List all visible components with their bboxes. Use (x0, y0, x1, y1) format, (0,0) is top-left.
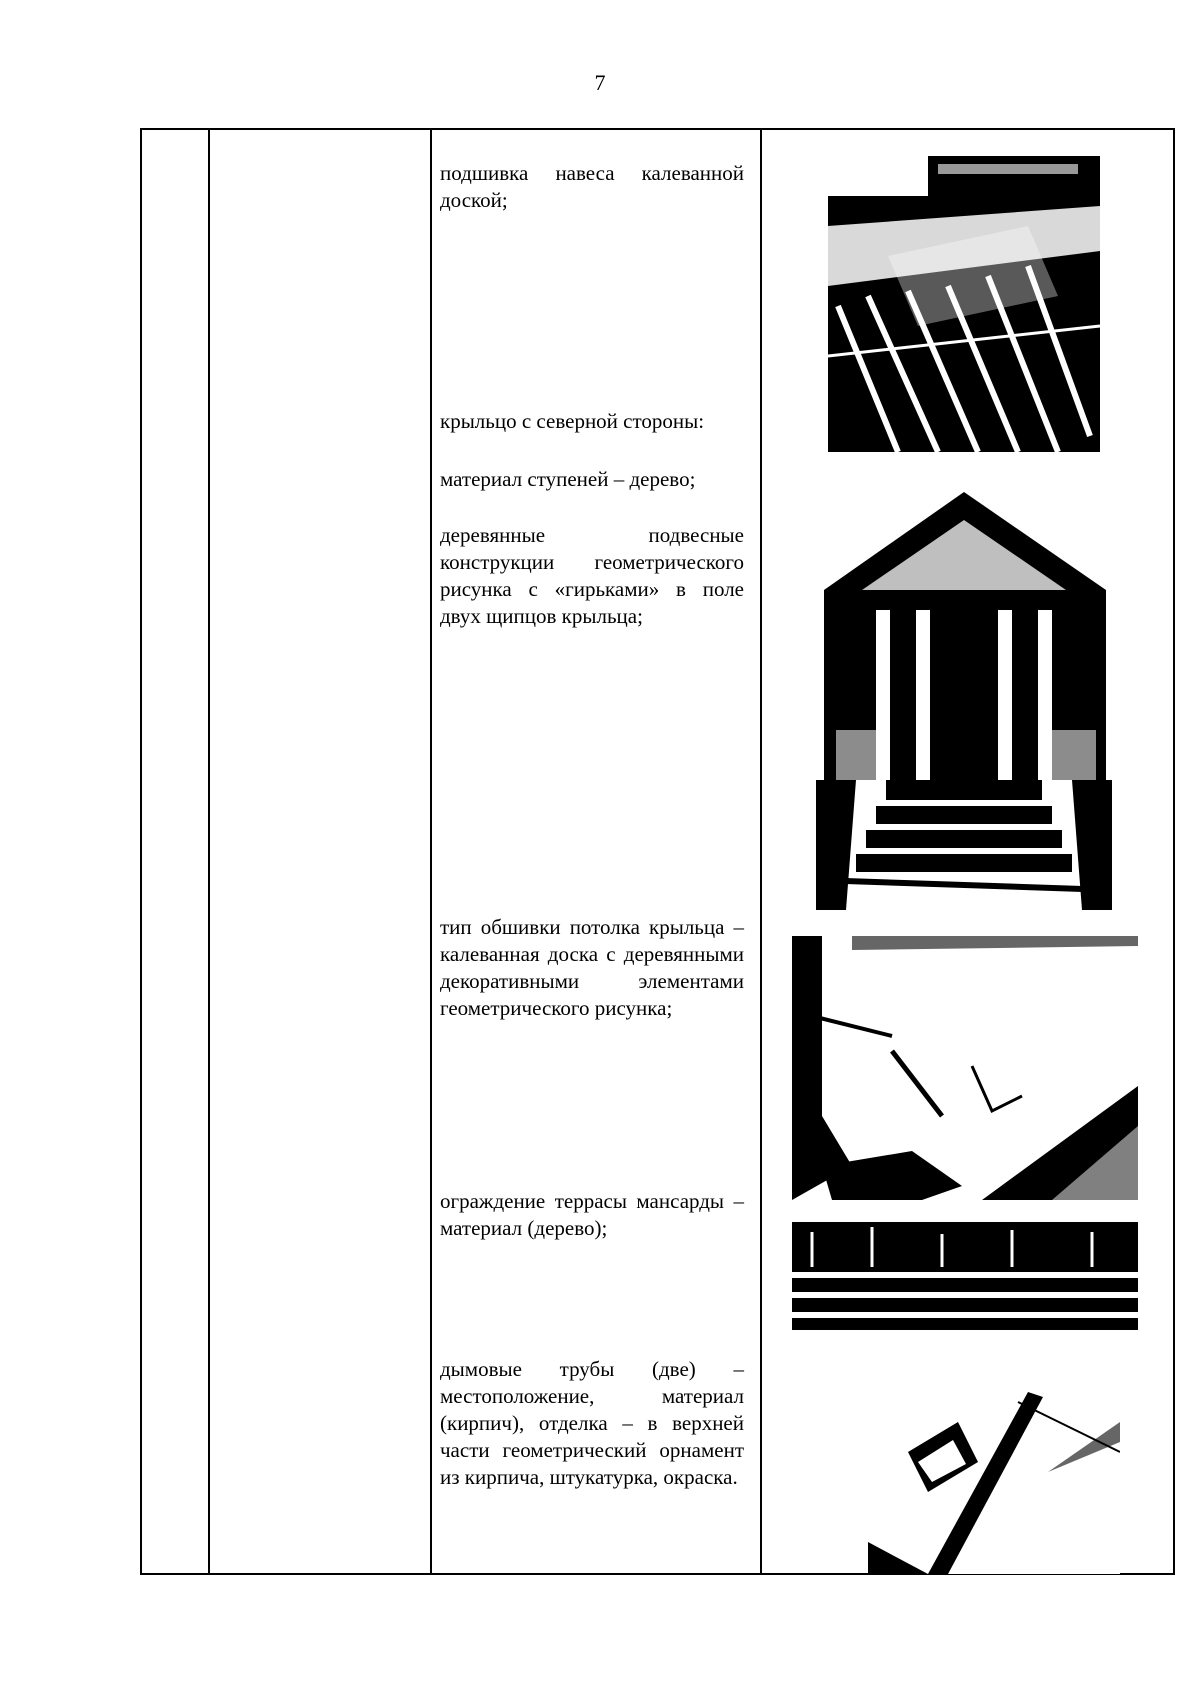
row-text-terrace-railing: ограждение террасы мансарды – материал (дерево); (440, 1189, 744, 1240)
column-divider (760, 130, 762, 1575)
row-text-hanging-structures: деревянные подвесные конструкции геометрического рисунка с «гирьками» в поле двух щипцов крыльца; (440, 523, 744, 628)
terrace-railing-photo-icon (792, 1222, 1138, 1360)
column-divider (430, 130, 432, 1575)
chimney-roof-photo-icon (868, 1382, 1120, 1574)
porch-ceiling-photo-icon (792, 936, 1138, 1200)
row-text-canopy: подшивка навеса калеванной доской; (440, 161, 744, 212)
row-text-porch-ceiling: тип обшивки потолка крыльца – калеванная доска с деревянными декоративными элементами геометрического рисунка; (440, 915, 744, 1020)
row-text-steps: материал ступеней – дерево; (440, 467, 696, 491)
north-porch-photo-icon (816, 480, 1112, 910)
column-divider (208, 130, 210, 1575)
canopy-photo-icon (828, 156, 1100, 452)
row-text-north-porch: крыльцо с северной стороны: (440, 409, 705, 433)
row-text-chimneys: дымовые трубы (две) – местоположение, материал (кирпич), отделка – в верхней части геометрический орнамент из кирпича, штукатурка, окраска. (440, 1357, 744, 1489)
page-number: 7 (594, 70, 606, 95)
table-right-border (1173, 130, 1175, 1575)
